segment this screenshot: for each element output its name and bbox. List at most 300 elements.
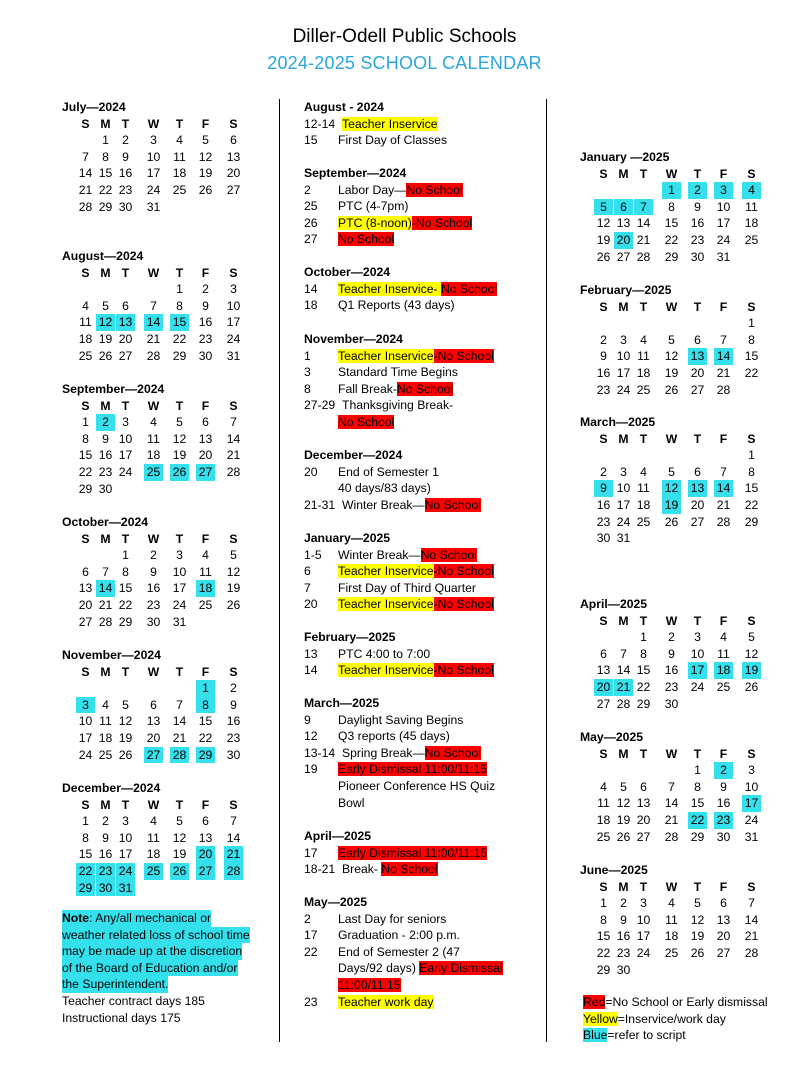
day-cell: 11 <box>637 349 650 364</box>
day-cell: 1 <box>748 316 755 331</box>
day-cell: 26 <box>170 863 189 880</box>
day-cell: 22 <box>688 812 707 829</box>
event-date: 27 <box>304 232 318 247</box>
day-cell: 10 <box>636 912 651 927</box>
day-cell: 28 <box>664 829 679 844</box>
day-cell: 13 <box>716 912 731 927</box>
event-text <box>338 927 460 944</box>
no-school-highlight: Early Dismissal 11:00/11:15 <box>338 762 488 777</box>
week-row <box>580 530 770 547</box>
day-cell: 26 <box>664 382 679 397</box>
day-cell: 18 <box>664 929 679 944</box>
day-cell: 14 <box>714 348 733 365</box>
note-line: of the Board of Education and/or <box>62 960 238 975</box>
event-row <box>304 397 544 414</box>
inservice-highlight: Teacher Inservice <box>338 663 434 678</box>
day-cell: 31 <box>226 348 241 363</box>
weekday-header <box>580 746 770 763</box>
day-cell: 31 <box>744 829 759 844</box>
day-cell: 8 <box>668 199 675 214</box>
day-cell: 16 <box>198 315 213 330</box>
month-title: February—2025 <box>580 283 672 297</box>
week-row <box>62 597 252 614</box>
day-cell: 4 <box>150 814 157 829</box>
weekday-label: F <box>201 116 210 131</box>
event-date: 14 <box>304 663 318 678</box>
day-cell: 30 <box>226 747 241 762</box>
day-cell: 11 <box>99 714 112 729</box>
day-cell: 13 <box>596 663 611 678</box>
day-cell: 15 <box>664 216 679 231</box>
day-cell: 29 <box>636 696 651 711</box>
day-cell: 10 <box>172 564 187 579</box>
weekday-label: F <box>201 797 210 812</box>
inservice-highlight: Teacher Inservice <box>338 564 434 579</box>
column-divider-left <box>279 99 280 1042</box>
week-row <box>62 863 252 880</box>
week-row <box>62 431 252 448</box>
weekday-label: T <box>639 299 648 314</box>
event-text <box>338 580 476 597</box>
day-cell: 7 <box>230 415 237 430</box>
event-date: 15 <box>304 133 318 148</box>
week-row <box>62 813 252 830</box>
month-title: July—2024 <box>62 100 126 114</box>
legend-item <box>583 1011 768 1028</box>
day-cell: 26 <box>690 945 705 960</box>
day-cell: 11 <box>199 564 212 579</box>
week-row <box>580 514 770 531</box>
day-cell: 12 <box>96 314 115 331</box>
day-cell: 15 <box>98 166 113 181</box>
note-line: Note: Any/all mechanical or <box>62 911 212 925</box>
week-row <box>62 697 252 714</box>
day-cell: 28 <box>170 747 189 764</box>
event-text <box>338 778 495 795</box>
weekday-label: W <box>147 531 160 546</box>
event-row <box>304 198 544 215</box>
weekday-header <box>580 613 770 630</box>
weekday-label: W <box>665 613 678 628</box>
event-date: 20 <box>304 464 318 479</box>
event-text <box>338 795 364 812</box>
event-row <box>304 662 544 679</box>
day-cell: 20 <box>614 232 633 249</box>
day-cell: 11 <box>745 199 758 214</box>
day-cell: 22 <box>172 331 187 346</box>
day-cell: 4 <box>640 464 647 479</box>
day-cell: 25 <box>636 514 651 529</box>
weekday-label: W <box>665 299 678 314</box>
event-month-title: February—2025 <box>304 630 396 644</box>
day-cell: 23 <box>146 597 161 612</box>
day-cell: 15 <box>744 481 759 496</box>
event-date: 20 <box>304 597 318 612</box>
day-cell: 4 <box>668 896 675 911</box>
note-box <box>62 910 262 1026</box>
day-cell: 5 <box>694 896 701 911</box>
day-cell: 17 <box>146 166 161 181</box>
day-cell: 23 <box>664 679 679 694</box>
day-cell: 30 <box>98 481 113 496</box>
week-row <box>62 547 252 564</box>
weekday-label: T <box>639 746 648 761</box>
weekday-label: M <box>618 299 629 314</box>
day-cell: 16 <box>118 166 133 181</box>
weekday-label: S <box>81 797 90 812</box>
day-cell: 24 <box>616 382 631 397</box>
day-cell: 1 <box>196 680 215 697</box>
event-row <box>304 845 544 862</box>
day-cell: 24 <box>116 863 135 880</box>
day-cell: 7 <box>230 814 237 829</box>
day-cell: 31 <box>116 880 135 897</box>
day-cell: 6 <box>600 646 607 661</box>
day-cell: 27 <box>118 348 133 363</box>
day-cell: 10 <box>118 830 133 845</box>
day-cell: 24 <box>690 679 705 694</box>
day-cell: 13 <box>688 480 707 497</box>
day-cell: 25 <box>664 945 679 960</box>
day-cell: 8 <box>694 779 701 794</box>
day-cell: 17 <box>172 581 187 596</box>
event-month-title: September—2024 <box>304 166 407 180</box>
day-cell: 18 <box>636 497 651 512</box>
day-cell: 27 <box>596 696 611 711</box>
legend-text: =No School or Early dismissal <box>605 995 768 1009</box>
day-cell: 4 <box>176 133 183 148</box>
day-cell: 13 <box>616 216 631 231</box>
day-cell: 24 <box>616 514 631 529</box>
day-cell: 6 <box>202 415 209 430</box>
day-cell: 12 <box>226 564 241 579</box>
week-row <box>580 812 770 829</box>
no-school-highlight: No School <box>338 414 395 429</box>
day-cell: 31 <box>146 199 161 214</box>
weekday-label: T <box>639 613 648 628</box>
weekday-header <box>62 116 252 133</box>
day-cell: 23 <box>118 182 133 197</box>
day-cell: 14 <box>96 580 115 597</box>
week-row <box>580 696 770 713</box>
weekday-label: S <box>599 613 608 628</box>
weekday-label: T <box>175 398 184 413</box>
weekday-label: S <box>599 431 608 446</box>
day-cell: 9 <box>594 480 613 497</box>
month-calendar-feb25 <box>580 282 770 398</box>
event-row <box>304 182 544 199</box>
day-cell: 12 <box>662 480 681 497</box>
day-cell: 11 <box>147 830 160 845</box>
legend-key: Blue <box>583 1028 608 1043</box>
day-cell: 13 <box>116 314 135 331</box>
day-cell: 18 <box>744 216 759 231</box>
event-text-part: Days/92 days) <box>338 961 420 976</box>
day-cell: 19 <box>118 730 133 745</box>
day-cell: 29 <box>78 481 93 496</box>
week-row <box>580 795 770 812</box>
event-row <box>304 580 544 597</box>
week-row <box>580 779 770 796</box>
day-cell: 21 <box>716 497 731 512</box>
event-text <box>342 397 453 414</box>
day-cell: 23 <box>226 730 241 745</box>
weekday-label: S <box>81 116 90 131</box>
event-row <box>304 231 544 248</box>
day-cell: 7 <box>634 199 653 216</box>
week-row <box>580 928 770 945</box>
event-text <box>338 728 450 745</box>
day-cell: 18 <box>196 580 215 597</box>
week-row <box>62 182 252 199</box>
day-cell: 5 <box>594 199 613 216</box>
event-text <box>338 960 503 977</box>
day-cell: 8 <box>196 697 215 714</box>
event-row <box>304 994 544 1011</box>
weekday-label: F <box>719 746 728 761</box>
day-cell: 17 <box>226 315 241 330</box>
day-cell: 22 <box>76 863 95 880</box>
day-cell: 20 <box>146 730 161 745</box>
day-cell: 8 <box>82 830 89 845</box>
weekday-label: T <box>693 879 702 894</box>
weekday-label: F <box>201 265 210 280</box>
day-cell: 25 <box>596 829 611 844</box>
event-text-part: Daylight Saving Begins <box>338 712 464 727</box>
day-cell: 29 <box>76 880 95 897</box>
weekday-label: T <box>121 398 130 413</box>
event-text <box>338 198 408 215</box>
day-cell: 5 <box>102 298 109 313</box>
day-cell: 19 <box>690 929 705 944</box>
event-month-title: January—2025 <box>304 531 391 545</box>
legend-item <box>583 994 768 1011</box>
event-row <box>304 728 544 745</box>
event-text-part: Q3 reports (45 days) <box>338 729 450 744</box>
day-cell: 27 <box>196 863 215 880</box>
weekday-label: S <box>747 166 756 181</box>
weekday-label: T <box>175 664 184 679</box>
event-date: 13-14 <box>304 745 336 760</box>
weekday-label: M <box>618 613 629 628</box>
day-cell: 17 <box>78 730 93 745</box>
day-cell: 6 <box>202 814 209 829</box>
day-cell: 25 <box>144 464 163 481</box>
day-cell: 31 <box>616 531 631 546</box>
event-text-part: First Day of Classes <box>338 133 448 148</box>
event-month-title: April—2025 <box>304 829 372 843</box>
event-date: 22 <box>304 944 318 959</box>
day-cell: 26 <box>664 514 679 529</box>
day-cell: 19 <box>226 581 241 596</box>
day-cell: 1 <box>694 763 701 778</box>
day-cell: 21 <box>664 812 679 827</box>
day-cell: 21 <box>78 182 93 197</box>
day-cell: 14 <box>78 166 93 181</box>
week-row <box>62 132 252 149</box>
day-cell: 14 <box>144 314 163 331</box>
day-cell: 13 <box>226 149 241 164</box>
day-cell: 23 <box>596 382 611 397</box>
day-cell: 6 <box>82 564 89 579</box>
day-cell: 26 <box>98 348 113 363</box>
week-row <box>62 331 252 348</box>
month-title: December—2024 <box>62 781 161 795</box>
legend-text: =refer to script <box>607 1028 686 1043</box>
event-text-part: End of Semester 1 <box>338 464 439 479</box>
event-date: 9 <box>304 712 311 727</box>
day-cell: 12 <box>596 216 611 231</box>
district-title: Diller-Odell Public Schools <box>292 26 517 47</box>
event-text-part: Bowl <box>338 795 365 810</box>
day-cell: 22 <box>98 182 113 197</box>
day-cell: 5 <box>668 332 675 347</box>
day-cell: 23 <box>714 812 733 829</box>
weekday-label: W <box>147 664 160 679</box>
day-cell: 15 <box>118 581 133 596</box>
legend-item <box>583 1027 768 1044</box>
no-school-highlight: -No School <box>433 597 494 612</box>
day-cell: 30 <box>616 962 631 977</box>
week-row <box>580 895 770 912</box>
event-date: 17 <box>304 928 318 943</box>
day-cell: 3 <box>122 415 129 430</box>
day-cell: 26 <box>616 829 631 844</box>
week-row <box>62 348 252 365</box>
day-cell: 2 <box>102 814 109 829</box>
day-cell: 17 <box>636 929 651 944</box>
day-cell: 23 <box>596 514 611 529</box>
day-cell: 24 <box>744 812 759 827</box>
day-cell: 23 <box>616 945 631 960</box>
weekday-label: S <box>747 613 756 628</box>
event-date: 1-5 <box>304 547 322 562</box>
day-cell: 23 <box>198 331 213 346</box>
event-date: 7 <box>304 580 311 595</box>
weekday-label: T <box>693 166 702 181</box>
event-row <box>304 646 544 663</box>
day-cell: 24 <box>172 597 187 612</box>
day-cell: 12 <box>118 714 133 729</box>
week-row <box>580 215 770 232</box>
event-row <box>304 281 544 298</box>
day-cell: 28 <box>224 863 243 880</box>
day-cell: 4 <box>150 415 157 430</box>
weekday-label: M <box>100 664 111 679</box>
weekday-label: M <box>100 531 111 546</box>
day-cell: 15 <box>690 796 705 811</box>
day-cell: 3 <box>76 697 95 714</box>
event-text-part: Winter Break— <box>338 547 421 562</box>
weekday-label: W <box>665 746 678 761</box>
day-cell: 4 <box>742 182 761 199</box>
event-text <box>338 547 477 564</box>
weekday-header <box>580 166 770 183</box>
event-row <box>304 116 544 133</box>
weekday-label: T <box>175 265 184 280</box>
weekday-label: T <box>121 664 130 679</box>
day-cell: 1 <box>82 814 89 829</box>
week-row <box>580 447 770 464</box>
event-row <box>304 712 544 729</box>
day-cell: 17 <box>616 497 631 512</box>
day-cell: 7 <box>720 464 727 479</box>
day-cell: 6 <box>720 896 727 911</box>
weekday-label: F <box>719 613 728 628</box>
day-cell: 14 <box>636 216 651 231</box>
weekday-label: S <box>599 299 608 314</box>
day-cell: 7 <box>668 779 675 794</box>
week-row <box>62 481 252 498</box>
day-cell: 5 <box>176 415 183 430</box>
weekday-label: T <box>121 531 130 546</box>
column-divider-right <box>546 99 547 1042</box>
day-cell: 10 <box>118 431 133 446</box>
day-cell: 5 <box>122 697 129 712</box>
day-cell: 2 <box>122 133 129 148</box>
day-cell: 10 <box>616 349 631 364</box>
week-row <box>580 662 770 679</box>
day-cell: 1 <box>662 182 681 199</box>
day-cell: 19 <box>98 331 113 346</box>
day-cell: 18 <box>596 812 611 827</box>
teacher-contract-days: Teacher contract days 185 <box>62 993 205 1008</box>
event-text <box>338 944 460 961</box>
day-cell: 6 <box>694 464 701 479</box>
day-cell: 31 <box>716 249 731 264</box>
day-cell: 24 <box>118 464 133 479</box>
week-row <box>62 846 252 863</box>
day-cell: 4 <box>600 779 607 794</box>
day-cell: 31 <box>172 614 187 629</box>
week-row <box>62 149 252 166</box>
week-row <box>62 580 252 597</box>
weekday-label: F <box>201 531 210 546</box>
day-cell: 5 <box>668 464 675 479</box>
day-cell: 21 <box>614 679 633 696</box>
week-row <box>62 680 252 697</box>
weekday-label: W <box>147 265 160 280</box>
day-cell: 11 <box>597 796 610 811</box>
weekday-label: T <box>639 431 648 446</box>
event-row <box>304 297 544 314</box>
day-cell: 20 <box>690 497 705 512</box>
weekday-header <box>62 664 252 681</box>
weekday-label: T <box>175 531 184 546</box>
event-text <box>338 348 494 365</box>
weekday-label: W <box>147 116 160 131</box>
day-cell: 10 <box>690 646 705 661</box>
day-cell: 15 <box>744 349 759 364</box>
event-date: 19 <box>304 762 318 777</box>
event-text-part: PTC (4-7pm) <box>338 199 409 214</box>
day-cell: 18 <box>146 448 161 463</box>
event-date: 25 <box>304 199 318 214</box>
day-cell: 13 <box>636 796 651 811</box>
day-cell: 14 <box>744 912 759 927</box>
week-row <box>580 497 770 514</box>
event-date: 26 <box>304 215 318 230</box>
day-cell: 1 <box>122 548 129 563</box>
event-date: 3 <box>304 365 311 380</box>
week-row <box>580 829 770 846</box>
weekday-label: S <box>599 879 608 894</box>
weekday-label: M <box>100 116 111 131</box>
day-cell: 3 <box>694 630 701 645</box>
day-cell: 1 <box>176 282 183 297</box>
day-cell: 21 <box>146 331 161 346</box>
day-cell: 14 <box>714 480 733 497</box>
